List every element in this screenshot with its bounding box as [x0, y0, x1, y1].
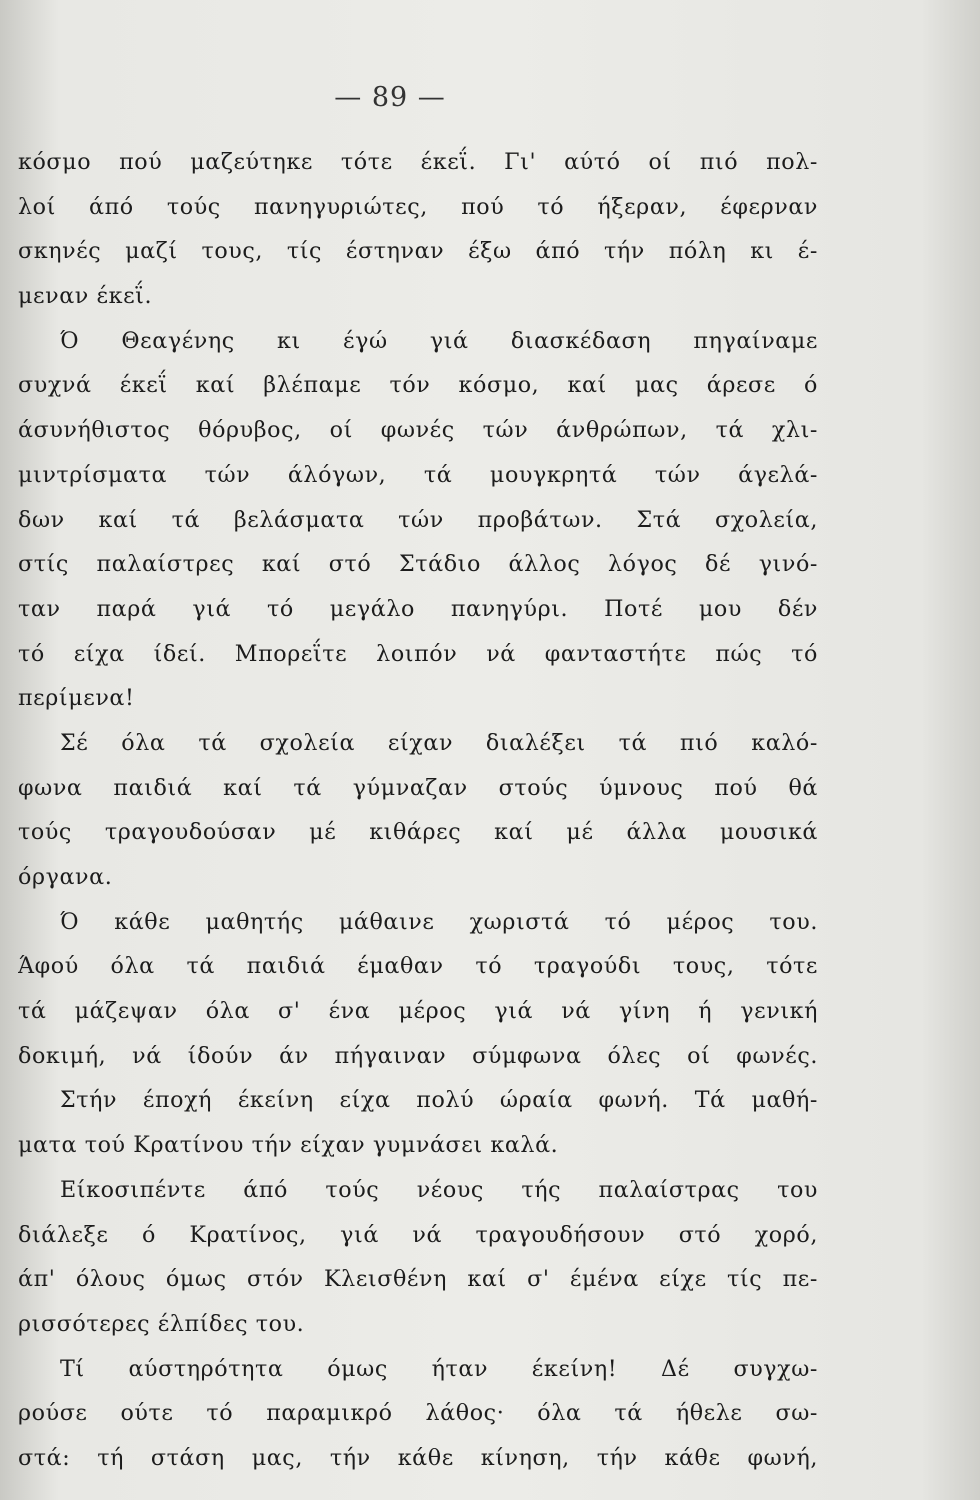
text-line: τά μάζεψαν όλα σ' ένα μέρος γιά νά γίνη ή γενική [18, 998, 818, 1025]
text-line: σκηνές μαζί τους, τίς έστηναν έξω άπό τήν πόλη κι έ- [18, 238, 818, 265]
text-line: περίμενα! [18, 685, 135, 712]
text-line: δοκιμή, νά ίδούν άν πήγαιναν σύμφωνα όλες οί φωνές. [18, 1042, 818, 1069]
text-line: ματα τού Κρατίνου τήν είχαν γυμνάσει καλά. [18, 1132, 559, 1159]
text-line: τούς τραγουδούσαν μέ κιθάρες καί μέ άλλα μουσικά [18, 819, 818, 846]
text-line: λοί άπό τούς πανηγυριώτες, πού τό ήξεραν, έφερναν [18, 193, 818, 220]
text-line: άσυνήθιστος θόρυβος, οί φωνές τών άνθρώπων, τά χλι- [18, 417, 818, 444]
text-line: στά: τή στάση μας, τήν κάθε κίνηση, τήν κάθε φωνή, [18, 1444, 818, 1471]
paragraph-start-line: Είκοσιπέντε άπό τούς νέους τής παλαίστρας του [60, 1176, 818, 1203]
paragraph-start-line: Σέ όλα τά σχολεία είχαν διαλέξει τά πιό καλό- [60, 729, 818, 756]
page-number: — 89 — [334, 82, 446, 113]
text-line: κόσμο πού μαζεύτηκε τότε έκεΐ. Γι' αύτό οί πιό πολ- [18, 149, 818, 175]
text-line: ρισσότερες έλπίδες του. [18, 1310, 305, 1337]
text-line: όργανα. [18, 864, 113, 890]
text-line: φωνα παιδιά καί τά γύμναζαν στούς ύμνους πού θά [18, 774, 818, 801]
paragraph-start-line: Τί αύστηρότητα όμως ήταν έκείνη! Δέ συγχω- [60, 1355, 818, 1382]
text-line: άπ' όλους όμως στόν Κλεισθένη καί σ' έμένα είχε τίς πε- [18, 1266, 818, 1293]
paragraph-start-line: Ό Θεαγένης κι έγώ γιά διασκέδαση πηγαίναμε [60, 327, 818, 354]
text-line: ταν παρά γιά τό μεγάλο πανηγύρι. Ποτέ μου δέν [18, 595, 818, 622]
text-line: διάλεξε ό Κρατίνος, γιά νά τραγουδήσουν στό χορό, [18, 1221, 818, 1248]
text-line: Άφού όλα τά παιδιά έμαθαν τό τραγούδι τους, τότε [18, 953, 818, 980]
text-line: δων καί τά βελάσματα τών προβάτων. Στά σχολεία, [18, 506, 818, 533]
text-line: στίς παλαίστρες καί στό Στάδιο άλλος λόγος δέ γινό- [18, 551, 818, 578]
body-text [18, 140, 818, 1481]
text-line: μιντρίσματα τών άλόγων, τά μουγκρητά τών άγελά- [18, 461, 818, 488]
paragraph-start-line: Στήν έποχή έκείνη είχα πολύ ώραία φωνή. Τά μαθή- [60, 1087, 818, 1114]
text-line: μεναν έκεΐ. [18, 283, 153, 310]
text-line: συχνά έκεΐ καί βλέπαμε τόν κόσμο, καί μας άρεσε ό [18, 372, 818, 399]
text-line: τό είχα ίδεί. Μπορεΐτε λοιπόν νά φανταστήτε πώς τό [18, 640, 818, 667]
text-line: ρούσε ούτε τό παραμικρό λάθος· όλα τά ήθελε σω- [18, 1400, 818, 1427]
paragraph-start-line: Ό κάθε μαθητής μάθαινε χωριστά τό μέρος του. [60, 908, 818, 935]
